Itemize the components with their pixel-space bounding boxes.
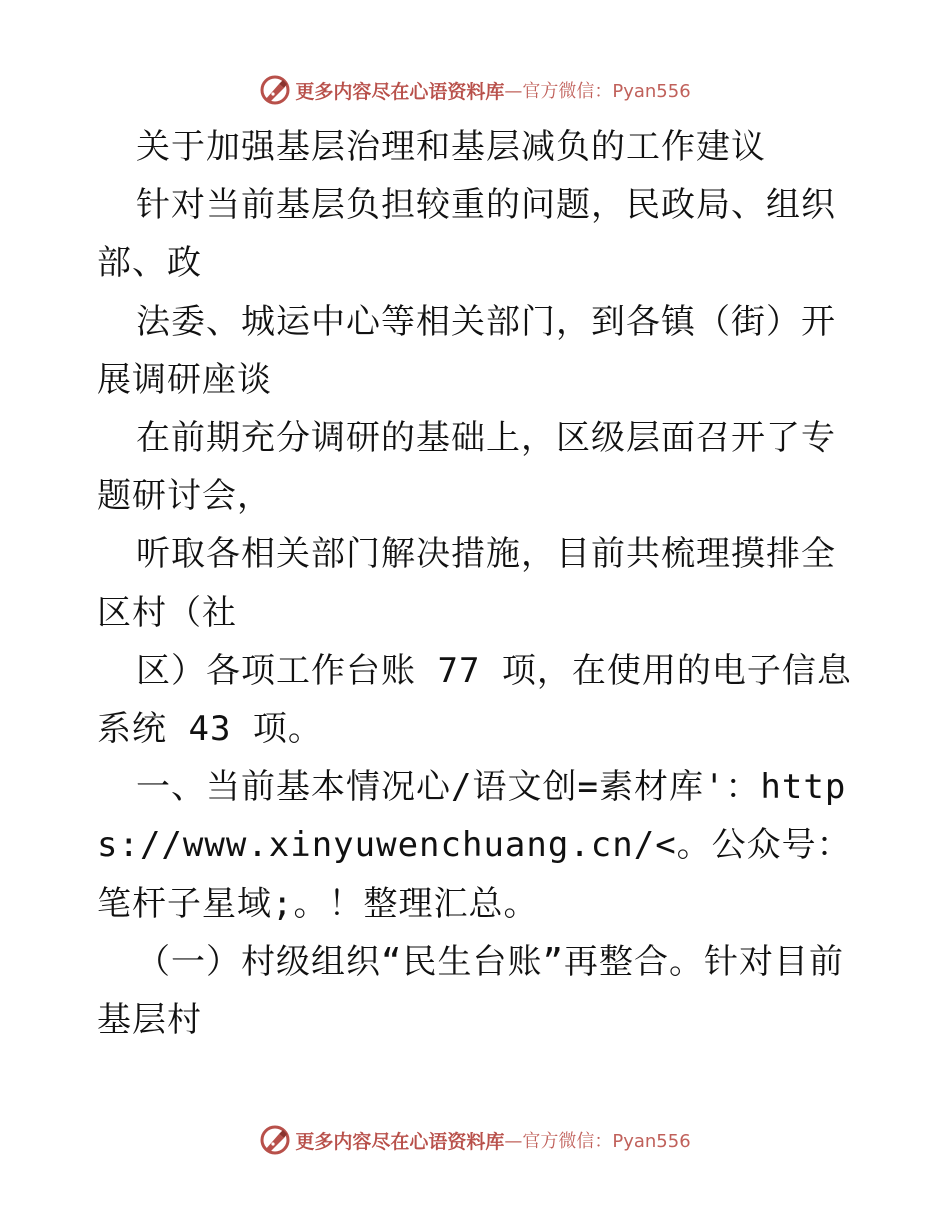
footer-watermark	[0, 1120, 950, 1160]
paragraph: 针对当前基层负担较重的问题，民政局、组织部、政	[97, 185, 836, 284]
paragraph: 在前期充分调研的基础上，区级层面召开了专题研讨会，	[97, 418, 836, 517]
paragraph: 法委、城运中心等相关部门，到各镇（街）开展调研座谈	[97, 301, 836, 400]
watermark-site-text: 更多内容尽在心语资料库	[295, 80, 505, 103]
paragraph: 听取各相关部门解决措施，目前共梳理摸排全区村（社	[97, 534, 836, 633]
watermark-wechat-text: —官方微信：Pyan556	[504, 81, 691, 102]
section-heading: 一、当前基本情况心/语文创=素材库'：https://www.xinyuwenchuang.cn/<。公众号：笔杆子星域;。！整理汇总。	[97, 767, 852, 924]
watermark-wechat-text: —官方微信：Pyan556	[504, 1131, 691, 1152]
paragraph: 区）各项工作台账 77 项，在使用的电子信息系统 43 项。	[97, 650, 852, 750]
pen-nib-seal-icon	[259, 74, 291, 106]
subsection-heading: （一）村级组织“民生台账”再整合。针对目前基层村	[97, 941, 844, 1041]
header-watermark	[0, 70, 950, 110]
pen-nib-seal-icon	[259, 1124, 291, 1156]
watermark-site-text: 更多内容尽在心语资料库	[295, 1130, 505, 1153]
document-body	[97, 118, 857, 1049]
document-title: 关于加强基层治理和基层减负的工作建议	[136, 127, 766, 167]
